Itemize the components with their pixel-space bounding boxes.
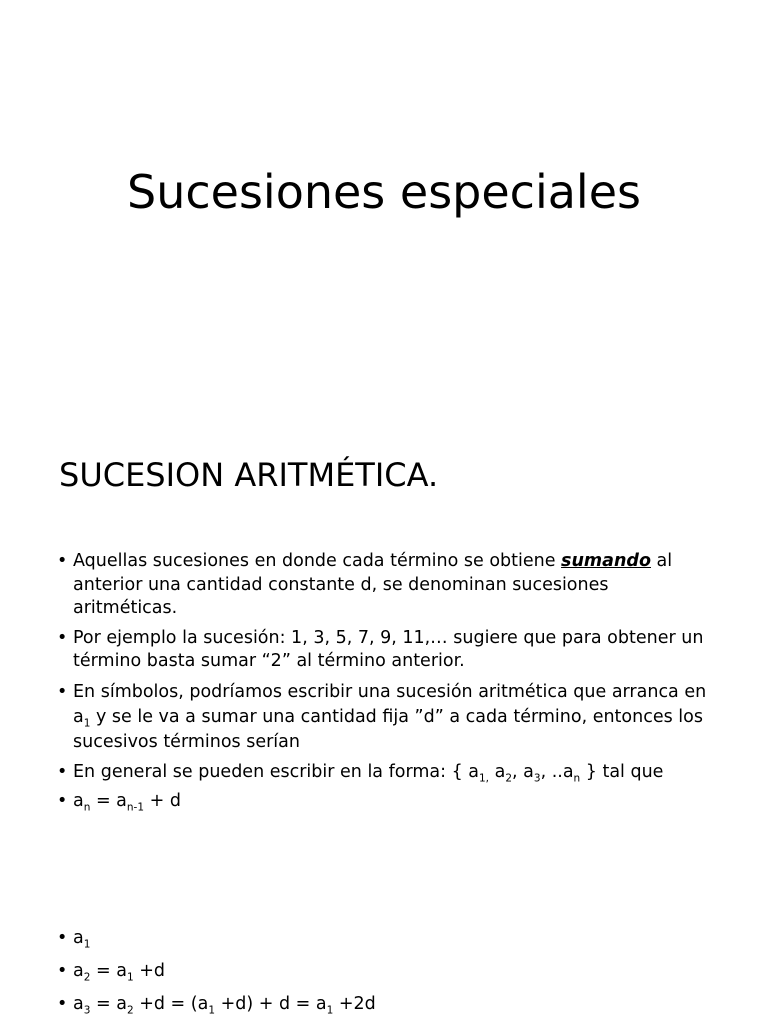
bullet-recurrence-formula (57, 790, 717, 814)
bullet-symbols-text-1: En símbolos, podríamos escribir una sucesión aritmética que arranca en a (73, 681, 707, 727)
formula-a1-text: a (73, 928, 84, 948)
bullet-example (57, 627, 717, 674)
general-form-text-3: , a (512, 761, 534, 782)
subscript: 3 (83, 1004, 91, 1017)
section-heading: SUCESION ARITMÉTICA. (59, 456, 439, 494)
subscript: 1 (83, 717, 91, 729)
general-form-text-5: } tal que (580, 761, 664, 782)
recurrence-text-3: + d (144, 791, 181, 811)
recurrence-text-2: = a (90, 791, 127, 811)
formula-a3-text-3: +d = (a (133, 994, 209, 1014)
formula-a1 (57, 925, 717, 952)
formula-a3-text-1: a (73, 994, 84, 1014)
formula-a3 (57, 991, 717, 1018)
bullet-general-form (57, 761, 717, 785)
subscript: 2 (126, 1004, 134, 1017)
subscript: 3 (533, 772, 541, 784)
formula-a3-text-4: +d) + d = a (215, 994, 327, 1014)
formula-a2-text-1: a (73, 961, 84, 981)
subscript: n (83, 801, 91, 814)
subscript: 1 (208, 1004, 215, 1017)
subscript: 2 (83, 971, 91, 984)
subscript: 1 (326, 1004, 334, 1017)
main-bullet-list (57, 550, 717, 820)
formula-a3-text-5: +2d (333, 994, 376, 1014)
bullet-definition (57, 550, 717, 621)
bullet-definition-text-start: Aquellas sucesiones en donde cada término se obtiene (73, 551, 562, 571)
bullet-example-text: Por ejemplo la sucesión: 1, 3, 5, 7, 9, 11,… sugiere que para obtener un término basta sumar “2” al término anterior. (73, 627, 704, 671)
formula-a3-text-2: = a (90, 994, 127, 1014)
formula-a2-text-2: = a (90, 961, 127, 981)
subscript: 1 (83, 938, 91, 951)
general-form-text-1: En general se pueden escribir en la forma: { a (73, 761, 479, 782)
subscript: 2 (505, 772, 513, 784)
subscript: n (573, 772, 581, 784)
recurrence-text-1: a (73, 791, 84, 811)
subscript: 1, (479, 772, 490, 784)
subscript: n-1 (126, 801, 145, 814)
bullet-symbols (57, 680, 717, 755)
emphasis-sumando: sumando (561, 551, 651, 571)
bullet-symbols-text-2: y se le va a sumar una cantidad fija ”d” a cada término, entonces los sucesivos términos serían (73, 706, 703, 752)
bullet-definition-text-end: al anterior una cantidad constante d, se denominan sucesiones aritméticas. (73, 551, 673, 618)
formula-bullet-list (57, 925, 717, 1024)
general-form-text-4: , ..a (540, 761, 574, 782)
formula-a2-text-3: +d (133, 961, 165, 981)
slide-title: Sucesiones especiales (127, 165, 641, 219)
formula-a2 (57, 958, 717, 985)
general-form-text-2: a (489, 761, 506, 782)
subscript: 1 (126, 971, 134, 984)
